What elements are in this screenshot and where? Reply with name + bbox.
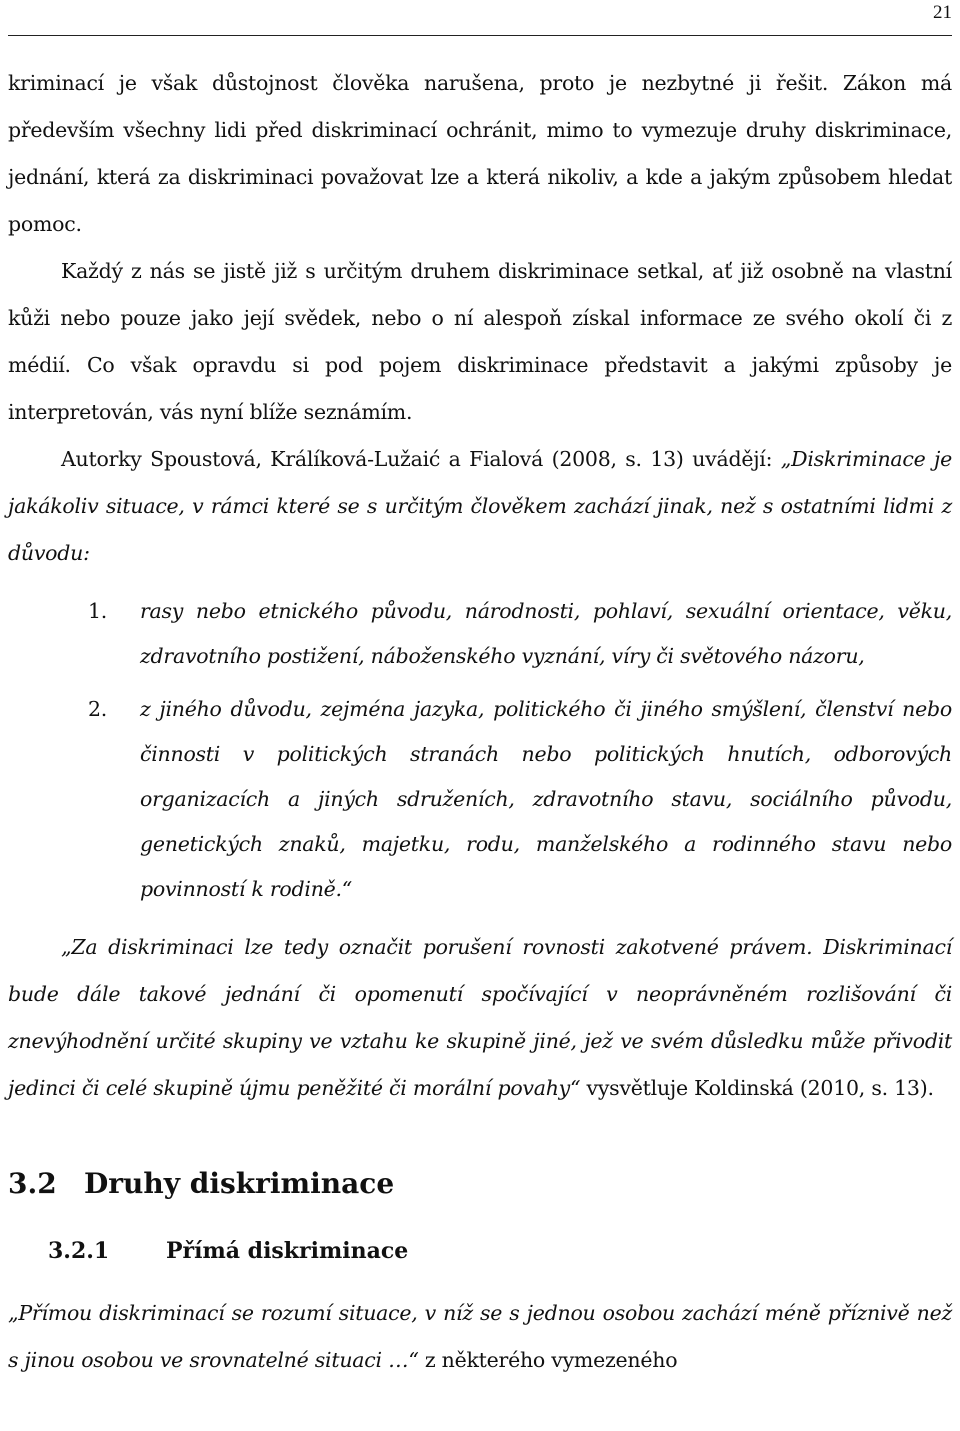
list-item: [8, 589, 952, 679]
list-item-number: 2.: [88, 697, 108, 721]
subsection-number: 3.2.1: [48, 1238, 110, 1264]
direct-discrimination-quote: „Přímou diskriminací se rozumí situace, v níž se s jednou osobou zachází méně příznivě než s jinou osobou ve srovnatelné situaci …“: [8, 1301, 952, 1372]
header-rule: [8, 35, 952, 36]
section-title: Druhy diskriminace: [84, 1167, 395, 1200]
subsection-title: Přímá diskriminace: [166, 1238, 409, 1264]
koldinska-source: vysvětluje Koldinská (2010, s. 13).: [580, 1076, 934, 1100]
direct-discrimination-tail: z některého vymezeného: [418, 1348, 678, 1372]
list-item: [8, 687, 952, 912]
paragraph-koldinska: [8, 924, 952, 1112]
list-item-text: z jiného důvodu, zejména jazyka, politického či jiného smýšlení, členství nebo činnosti v politických stranách nebo politických hnutích, odborových organizacích a jiných sdruženích, zdravotního stavu, sociálního původu, genetických znaků, majetku, rodu, manželského a rodinného stavu nebo povinností k rodině.“: [140, 697, 952, 901]
list-item-number: 1.: [88, 599, 108, 623]
section-heading: [8, 1164, 952, 1204]
list-item-text: rasy nebo etnického původu, národnosti, pohlaví, sexuální orientace, věku, zdravotního postižení, náboženského vyznání, víry či světového názoru,: [140, 599, 952, 668]
page-content: [8, 60, 952, 1384]
paragraph-continuation: kriminací je však důstojnost člověka narušena, proto je nezbytné ji řešit. Zákon má především všechny lidi před diskriminací ochránit, mimo to vymezuje druhy diskriminace, jednání, která za diskriminaci považovat lze a která nikoliv, a kde a jakým způsobem hledat pomoc.: [8, 71, 952, 236]
criteria-list: [8, 589, 952, 912]
definition-quote: „Diskriminace je jakákoliv situace, v rámci které se s určitým člověkem zachází jinak, než s ostatními lidmi z důvodu:: [8, 447, 952, 565]
definition-intro: Autorky Spoustová, Králíková-Lužaić a Fialová (2008, s. 13) uvádějí:: [61, 447, 781, 471]
section-number: 3.2: [8, 1167, 57, 1200]
paragraph-direct-discrimination: [8, 1290, 952, 1384]
page-number: 21: [933, 2, 952, 23]
subsection-heading: [48, 1234, 952, 1268]
koldinska-quote: „Za diskriminaci lze tedy označit porušení rovnosti zakotvené právem. Diskriminací bude dále takové jednání či opomenutí spočívající v neoprávněném rozlišování či znevýhodnění určité skupiny ve vztahu ke skupině jiné, jež ve svém důsledku může přivodit jedinci či celé skupině újmu peněžité či morální povahy“: [8, 935, 952, 1100]
paragraph-experience: Každý z nás se jistě již s určitým druhem diskriminace setkal, ať již osobně na vlastní kůži nebo pouze jako její svědek, nebo o ní alespoň získal informace ze svého okolí či z médií. Co však opravdu si pod pojem diskriminace představit a jakými způsoby je interpretován, vás nyní blíže seznámím.: [8, 259, 952, 424]
paragraph-definition: [8, 436, 952, 577]
